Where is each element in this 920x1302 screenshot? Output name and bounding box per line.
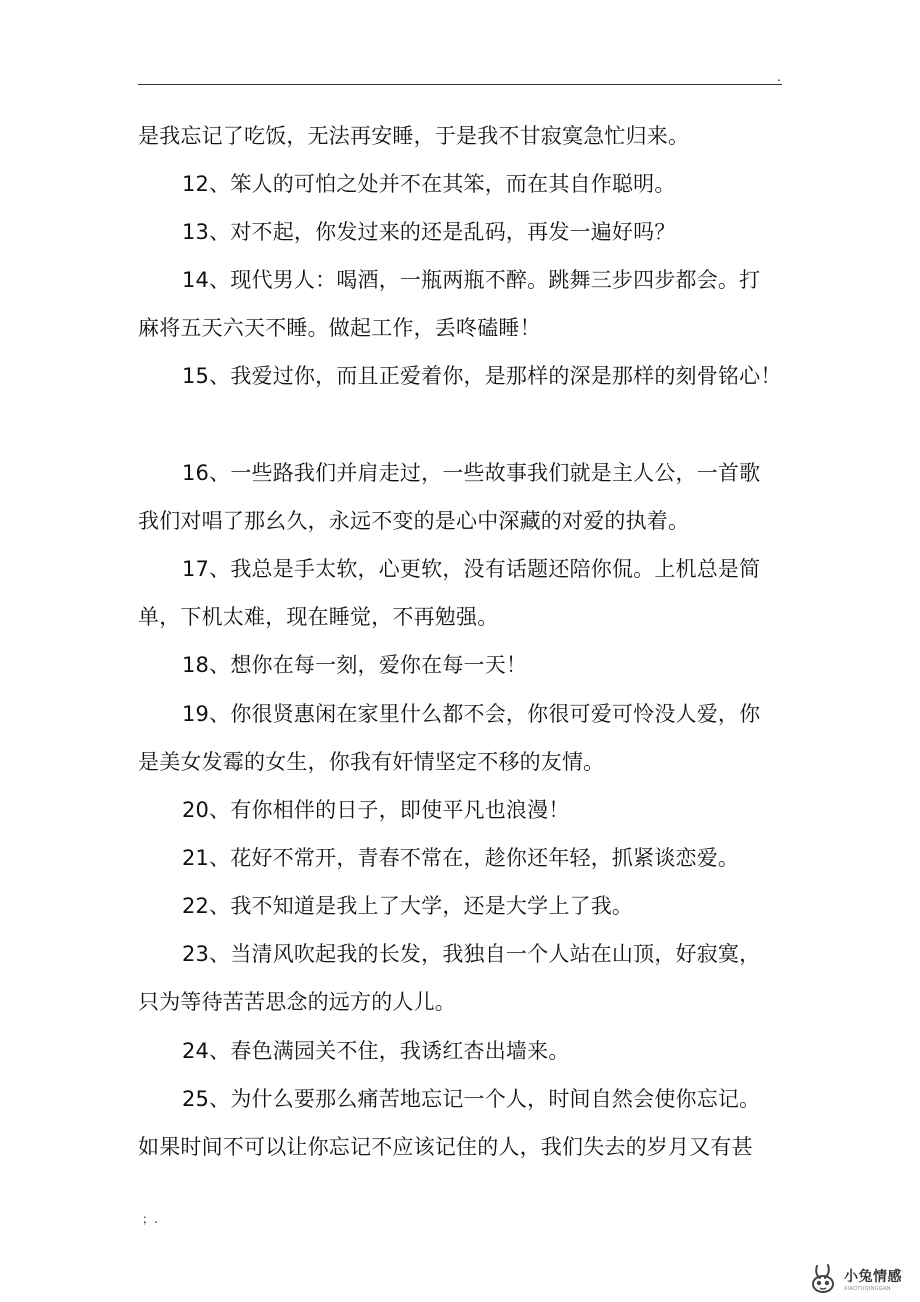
watermark-subtitle: XIAOTUQINGGAN xyxy=(844,1286,891,1292)
text-line: 15、我爱过你，而且正爱着你，是那样的深是那样的刻骨铭心！ xyxy=(182,364,782,388)
text-line: 是我忘记了吃饭，无法再安睡，于是我不甘寂寞急忙归来。 xyxy=(138,124,690,148)
text-line: 20、有你相伴的日子，即使平凡也浪漫！ xyxy=(182,798,570,822)
text-line: 12、笨人的可怕之处并不在其笨，而在其自作聪明。 xyxy=(182,172,676,196)
text-line: 13、对不起，你发过来的还是乱码，再发一遍好吗？ xyxy=(182,220,676,244)
footer-mark: ；. xyxy=(142,1212,158,1226)
text-line: 18、想你在每一刻，爱你在每一天！ xyxy=(182,653,528,677)
text-line: 14、现代男人：喝酒，一瓶两瓶不醉。跳舞三步四步都会。打 xyxy=(182,268,761,292)
text-line: 24、春色满园关不住，我诱红杏出墙来。 xyxy=(182,1039,570,1063)
text-line: 如果时间不可以让你忘记不应该记住的人，我们失去的岁月又有甚 xyxy=(138,1135,753,1159)
text-line: 我们对唱了那幺久，永远不变的是心中深藏的对爱的执着。 xyxy=(138,509,690,533)
text-line: 麻将五天六天不睡。做起工作，丢咚磕睡！ xyxy=(138,316,541,340)
text-line: 是美女发霉的女生，你我有奸情坚定不移的友情。 xyxy=(138,750,605,774)
rabbit-logo-icon xyxy=(808,1262,842,1296)
watermark xyxy=(808,1262,920,1302)
text-line: 19、你很贤惠闲在家里什么都不会，你很可爱可怜没人爱，你 xyxy=(182,702,761,726)
text-line: 单，下机太难，现在睡觉，不再勉强。 xyxy=(138,605,499,629)
watermark-name: 小兔情感 xyxy=(844,1269,902,1285)
text-line: 只为等待苦苦思念的远方的人儿。 xyxy=(138,990,456,1014)
text-line: 16、一些路我们并肩走过，一些故事我们就是主人公，一首歌 xyxy=(182,461,761,485)
text-line: 25、为什么要那么痛苦地忘记一个人，时间自然会使你忘记。 xyxy=(182,1087,761,1111)
text-line: 22、我不知道是我上了大学，还是大学上了我。 xyxy=(182,894,634,918)
header-mark: . xyxy=(777,70,781,84)
text-line: 17、我总是手太软，心更软，没有话题还陪你侃。上机总是简 xyxy=(182,557,761,581)
text-line: 23、当清风吹起我的长发，我独自一个人站在山顶，好寂寞， xyxy=(182,942,761,966)
text-line: 21、花好不常开，青春不常在，趁你还年轻，抓紧谈恋爱。 xyxy=(182,846,740,870)
